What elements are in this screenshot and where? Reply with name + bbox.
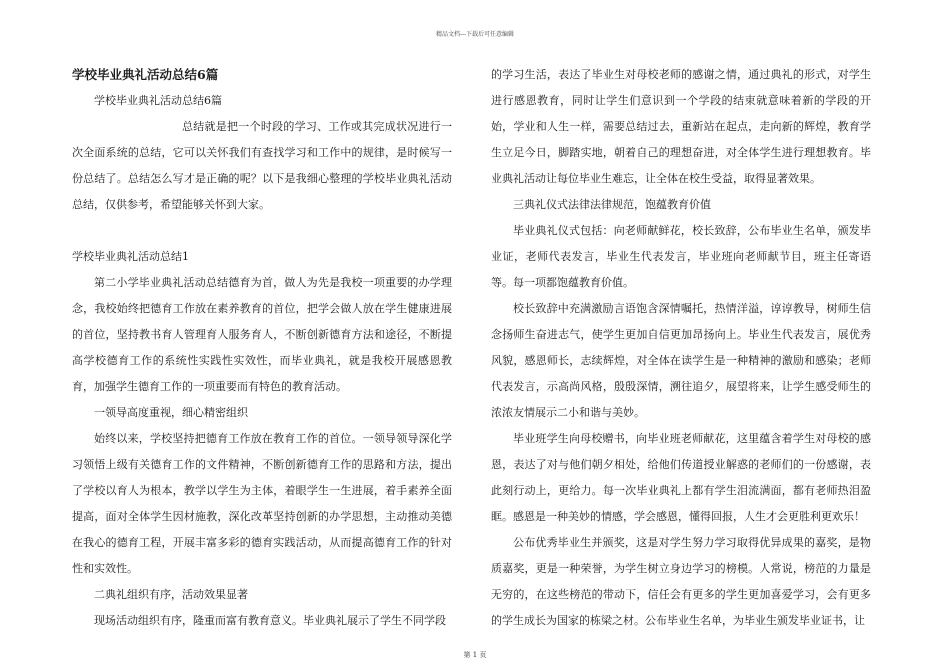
body-paragraph: 第二小学毕业典礼活动总结德育为首，做人为先是我校一项重要的办学理念，我校始终把德育工作放在素养教育的首位，把学会做人放在学生健康进展的首位，坚持教书育人管理育人服务育人，不断创新德育方法和途径，不断提高学校德育工作的系统性实践性实效性，而毕业典礼，就是我校开展感恩教育，加强学生德育工作的一项重要而有特色的教育活动。 — [72, 276, 452, 393]
header-note: 精品文档---下载后可任意编辑 — [435, 31, 515, 38]
subheading-paragraph: 二典礼组织有序，活动效果显著 — [94, 588, 248, 601]
section-heading-1: 学校毕业典礼活动总结1 — [72, 250, 189, 263]
body-paragraph: 毕业班学生向母校赠书，向毕业班老师献花，这里蕴含着学生对母校的感恩，表达了对与他们朝夕相处，给他们传道授业解惑的老师们的一份感谢，表此刻行动上，更给力。每一次毕业典礼上都有学生泪流满面，都有老师热泪盈眶。感恩是一种美妙的情感，学会感恩，懂得回报，人生才会更胜利更欢乐！ — [491, 432, 871, 523]
document-title: 学校毕业典礼活动总结6篇 — [72, 67, 219, 82]
body-paragraph: 校长致辞中充满激励言语饱含深情嘱托，热情洋溢，谆谆教导，树师生信念扬师生奋进志气，使学生更加自信更加昂扬向上。毕业生代表发言，展优秀风貌，感恩师长，志续辉煌，对全体在读学生是一种精神的激励和感染；老师代表发言，示高尚风格，殷殷深情，溯往追夕，展望将来，让学生感受师生的浓浓友情展示二小和谐与美妙。 — [491, 302, 871, 419]
continued-paragraph: 的学习生活，表达了毕业生对母校老师的感谢之情，通过典礼的形式，对学生进行感恩教育，同时让学生们意识到一个学段的结束就意味着新的学段的开始，学业和人生一样，需要总结过去，重新站在起点，走向新的辉煌，教育学生立足今日，脚踏实地，朝着自己的理想奋进，对全体学生进行理想教育。毕业典礼活动让每位毕业生难忘，让全体在校生受益，取得显著效果。 — [491, 68, 871, 185]
body-paragraph: 始终以来，学校坚持把德育工作放在教育工作的首位。一领导领导深化学习领悟上级有关德育工作的文件精神，不断创新德育工作的思路和方法，提出了学校以育人为根本，教学以学生为主体，着眼学生一生进展，着手素养全面提高，面对全体学生因材施教，深化改革坚持创新的办学思想，主动推动美德在我心的德育工程，开展丰富多彩的德育实践活动，从而提高德育工作的针对性和实效性。 — [72, 432, 452, 575]
intro-paragraph: 总结就是把一个时段的学习、工作或其完成状况进行一次全面系统的总结，它可以关怀我们有查找学习和工作中的规律，是时候写一份总结了。总结怎么写才是正确的呢？以下是我细心整理的学校毕业典礼活动总结，仅供参考，希望能够关怀到大家。 — [72, 120, 452, 211]
left-column — [72, 62, 452, 634]
subheading-paragraph: 一领导高度重视，细心精密组织 — [94, 406, 248, 419]
right-column — [491, 62, 871, 634]
subheading-paragraph: 三典礼仪式法律法律规范，饱蕴教育价值 — [513, 198, 711, 211]
body-paragraph: 现场活动组织有序，隆重而富有教育意义。毕业典礼展示了学生不同学段 — [94, 614, 446, 627]
subtitle-paragraph: 学校毕业典礼活动总结6篇 — [94, 94, 222, 107]
page-number: 第 1 页 — [463, 651, 487, 659]
body-paragraph: 毕业典礼仪式包括：向老师献鲜花，校长致辞，公布毕业生名单，颁发毕业证，老师代表发言，毕业生代表发言，毕业班向老师献节目，班主任寄语等。每一项都饱蕴教育价值。 — [491, 224, 871, 289]
blank-line — [72, 218, 452, 244]
body-paragraph: 公布优秀毕业生并颁奖，这是对学生努力学习取得优异成果的嘉奖，是物质嘉奖，更是一种荣誉，为学生树立身边学习的榜模。人常说，榜范的力量是无穷的，在这些榜范的带动下，信任会有更多的学生更加喜爱学习，会有更多的学生成长为国家的栋梁之材。公布毕业生名单，为毕业生颁发毕业证书，让 — [491, 536, 871, 627]
